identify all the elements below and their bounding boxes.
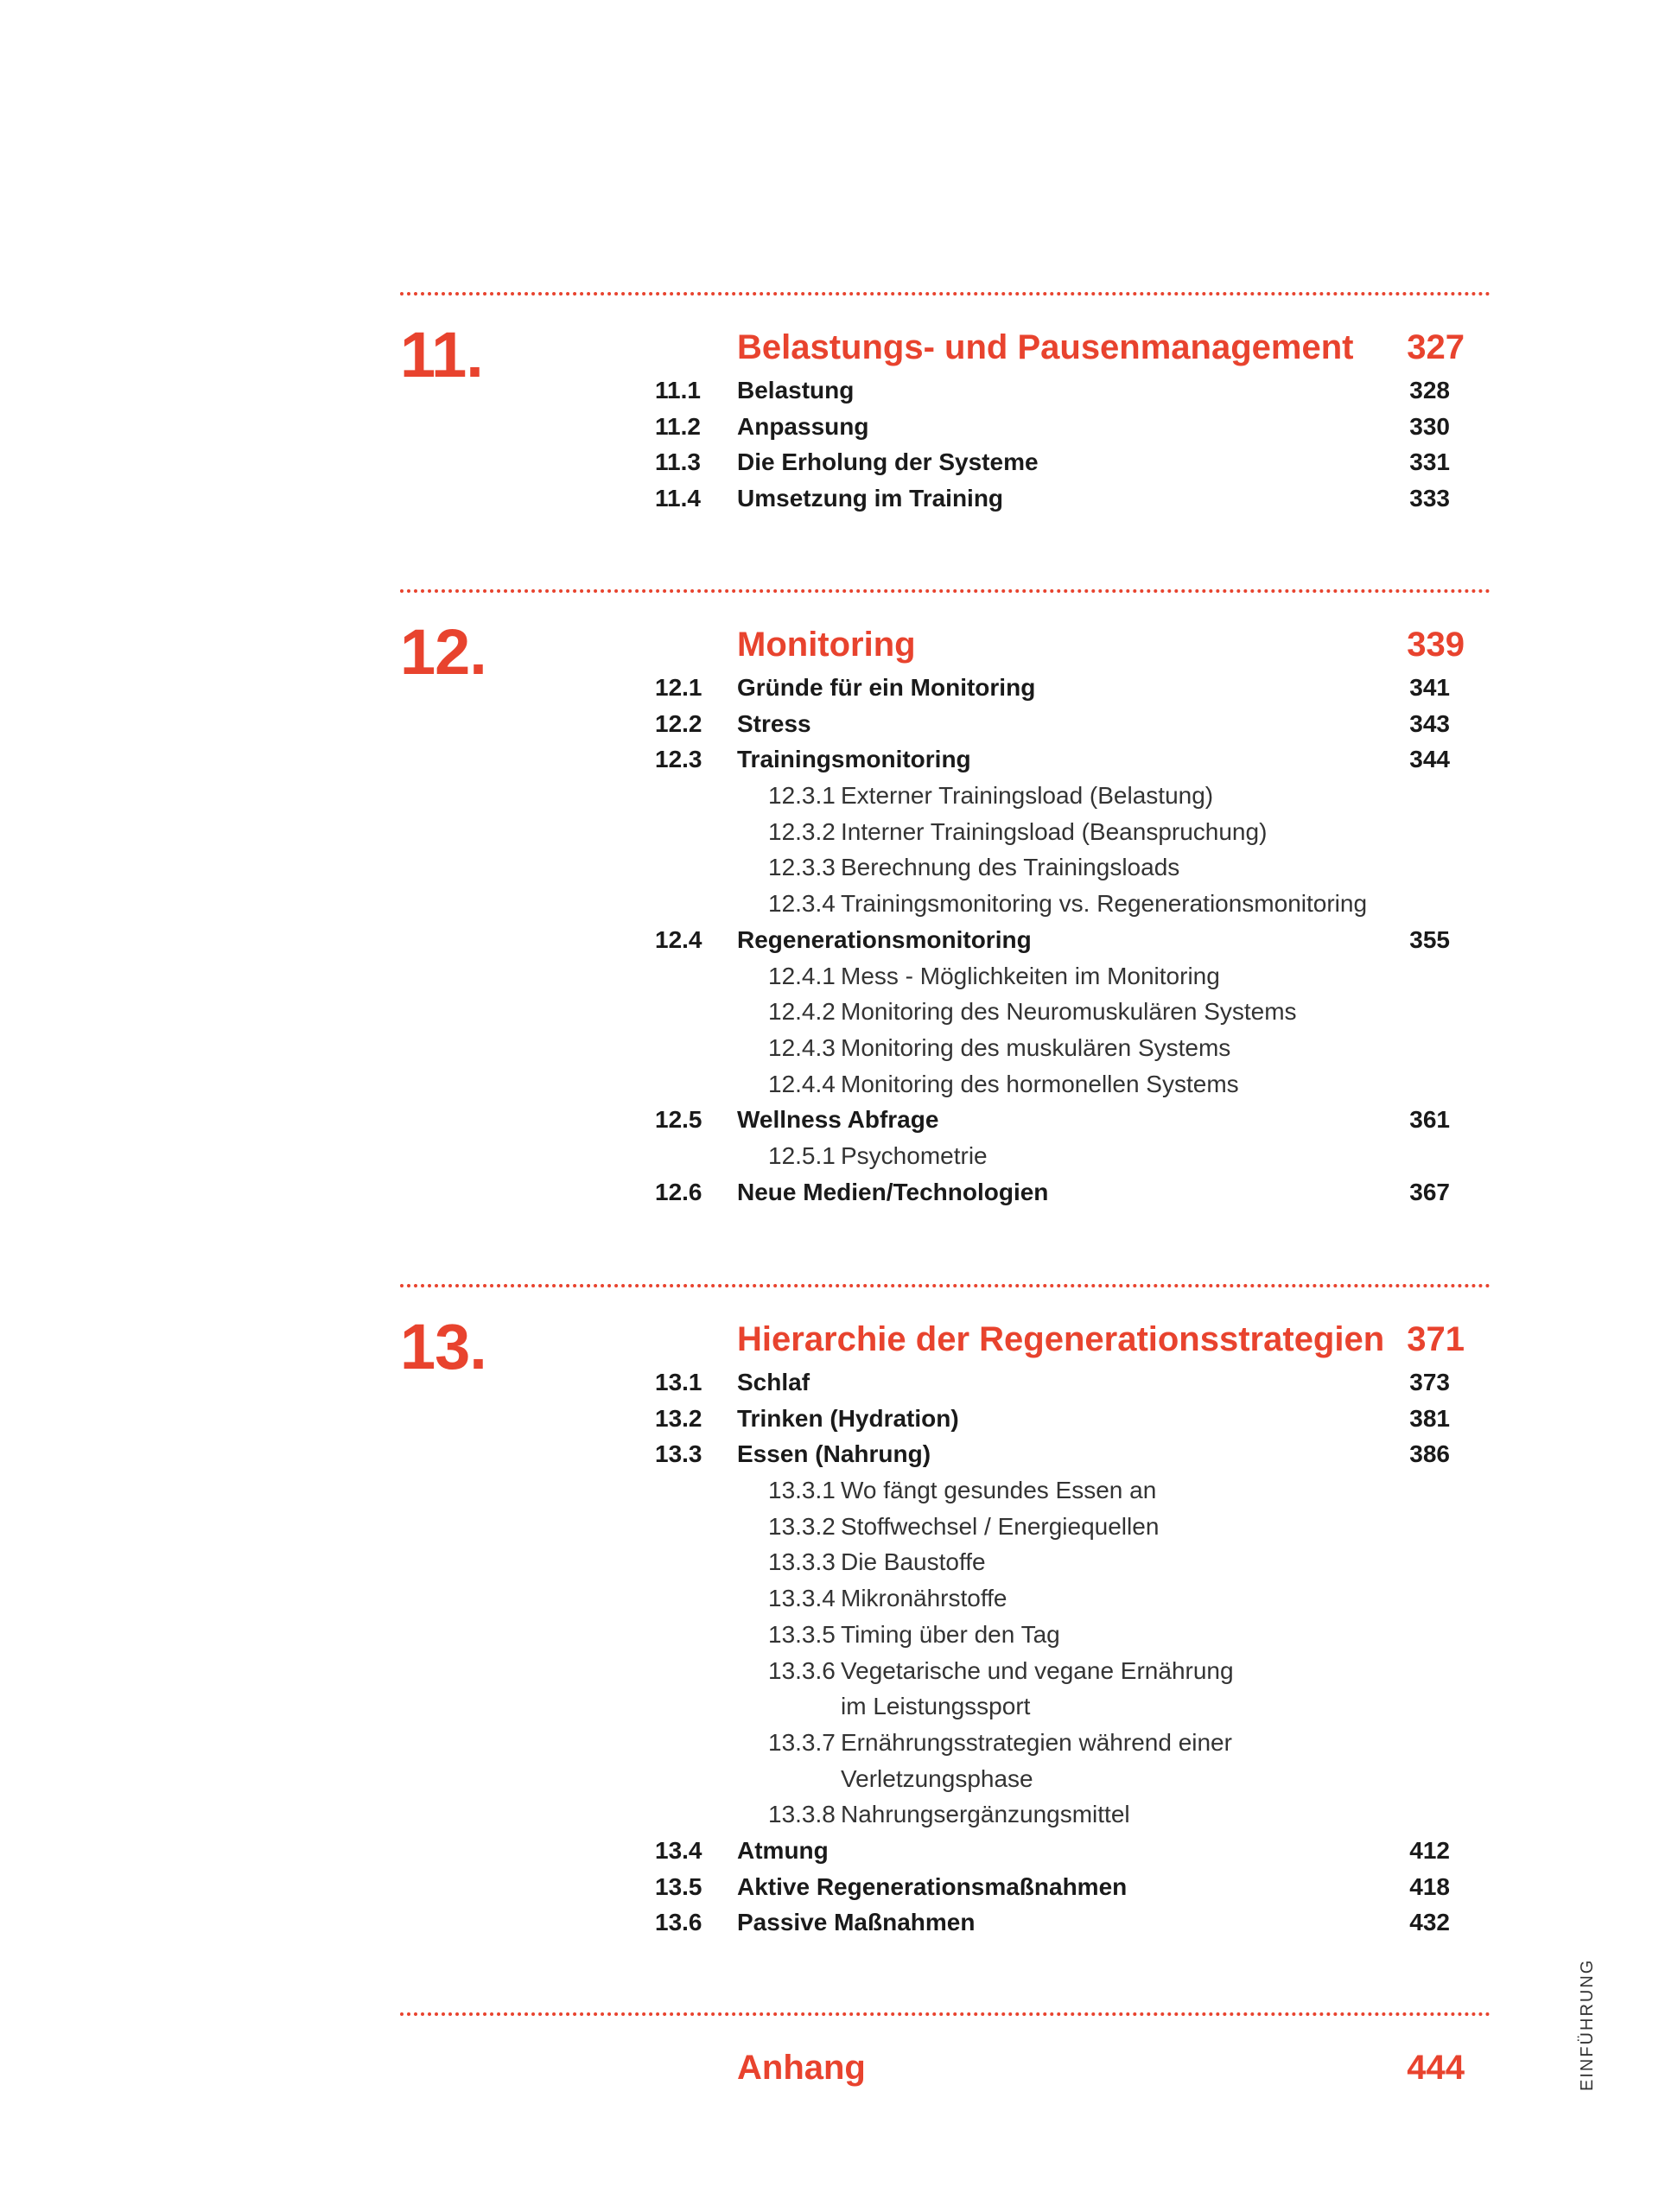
subsection (768, 818, 1267, 846)
subsection-title: Interner Trainingsload (Beanspruchung) (841, 817, 1268, 845)
subsection (768, 998, 1297, 1026)
subsection-number: 12.3.4 (768, 890, 836, 918)
subsection-number: 12.4.2 (768, 998, 836, 1026)
toc-subentry[interactable] (400, 854, 1491, 890)
section-title: Neue Medien/Technologien (737, 1178, 1049, 1205)
section-number: 11.2 (655, 412, 701, 440)
toc-entry[interactable] (400, 1179, 1491, 1215)
section-number: 12.4 (655, 925, 702, 953)
subsection (768, 1513, 1159, 1541)
toc-entry[interactable] (400, 1837, 1491, 1873)
toc-subentry[interactable] (400, 1071, 1491, 1107)
section-page: 432 (1409, 1909, 1450, 1936)
section-number: 13.4 (655, 1836, 702, 1864)
section-page: 418 (1409, 1872, 1450, 1900)
chapter-number: 12. (400, 616, 486, 688)
side-label: EINFÜHRUNG (1578, 1958, 1597, 2091)
subsection (768, 1034, 1230, 1062)
subsection-title: Mess - Möglichkeiten im Monitoring (841, 962, 1220, 989)
section-number: 13.6 (655, 1909, 702, 1936)
section-number: 13.5 (655, 1872, 702, 1900)
section-page: 328 (1409, 377, 1450, 404)
subsection (768, 1729, 1232, 1757)
chapter-divider (400, 292, 1491, 296)
section-page: 331 (1409, 448, 1450, 476)
toc-entry[interactable] (400, 710, 1491, 747)
chapter-divider (400, 1284, 1491, 1287)
toc-subentry[interactable] (400, 1729, 1491, 1765)
subsection-title: Stoffwechsel / Energiequellen (841, 1512, 1160, 1540)
subsection-title: Monitoring des muskulären Systems (841, 1033, 1231, 1061)
toc-entry[interactable] (400, 377, 1491, 413)
subsection (768, 963, 1220, 990)
toc-entry[interactable] (400, 1873, 1491, 1910)
subsection-title: Mikronährstoffe (841, 1585, 1007, 1612)
section-page: 373 (1409, 1369, 1450, 1395)
subsection-number: 13.3.6 (768, 1656, 836, 1684)
section-page: 333 (1409, 485, 1450, 512)
subsection-title: Externer Trainingsload (Belastung) (841, 782, 1214, 810)
section-number: 11.4 (655, 485, 701, 512)
toc-entry[interactable] (400, 448, 1491, 485)
section-title: Regenerationsmonitoring (737, 925, 1032, 953)
chapter-page: 371 (1407, 1320, 1465, 1358)
toc-entry[interactable] (400, 674, 1491, 710)
toc-subentry[interactable] (400, 1034, 1491, 1071)
section-number: 12.1 (655, 674, 702, 701)
chapter-items (400, 674, 1491, 1214)
subsection (768, 1548, 986, 1576)
section-number: 13.1 (655, 1369, 702, 1395)
toc-subentry[interactable] (400, 998, 1491, 1034)
subsection-title: Berechnung des Trainingsloads (841, 854, 1180, 881)
toc-subentry[interactable] (400, 963, 1491, 999)
toc-subentry[interactable] (400, 1657, 1491, 1694)
toc-subentry[interactable] (400, 782, 1491, 818)
section-title: Schlaf (737, 1369, 810, 1395)
section-page: 386 (1409, 1440, 1450, 1468)
subsection (768, 890, 1367, 918)
section-number: 11.1 (655, 377, 701, 404)
chapter-items (400, 377, 1491, 521)
toc-entry[interactable] (400, 1106, 1491, 1142)
section-title: Essen (Nahrung) (737, 1440, 931, 1468)
subsection (768, 1657, 1234, 1685)
toc-entry[interactable] (400, 1909, 1491, 1945)
subsection-title: Wo fängt gesundes Essen an (841, 1477, 1157, 1504)
subsection-number: 13.3.8 (768, 1801, 836, 1828)
subsection-number: 12.4.4 (768, 1070, 836, 1097)
section-title: Passive Maßnahmen (737, 1909, 976, 1936)
chapter-page: 339 (1407, 626, 1465, 664)
toc-entry[interactable] (400, 1440, 1491, 1477)
subsection-number: 13.3.7 (768, 1728, 836, 1756)
subsection-title: Vegetarische und vegane Ernährung (841, 1656, 1234, 1684)
section-number: 12.6 (655, 1178, 702, 1205)
section-page: 355 (1409, 925, 1450, 953)
section-number: 12.5 (655, 1106, 702, 1134)
toc-subentry[interactable] (400, 890, 1491, 926)
subsection-number: 13.3.3 (768, 1548, 836, 1576)
chapter-title: Belastungs- und Pausenmanagement (737, 328, 1354, 366)
subsection-title: Die Baustoffe (841, 1548, 986, 1576)
toc-subentry-continued (400, 1765, 1491, 1802)
subsection-number: 12.5.1 (768, 1141, 836, 1169)
toc-subentry[interactable] (400, 1621, 1491, 1657)
section-page: 343 (1409, 709, 1450, 737)
chapter-page: 444 (1407, 2049, 1465, 2087)
subsection-number: 12.3.2 (768, 817, 836, 845)
section-title: Atmung (737, 1836, 829, 1864)
toc-entry[interactable] (400, 926, 1491, 963)
toc-subentry[interactable] (400, 1801, 1491, 1837)
section-page: 361 (1409, 1106, 1450, 1134)
subsection-title: Timing über den Tag (841, 1620, 1060, 1648)
subsection-title: Ernährungsstrategien während einer (841, 1728, 1232, 1756)
toc-subentry[interactable] (400, 1548, 1491, 1585)
section-title: Umsetzung im Training (737, 485, 1004, 512)
section-title: Stress (737, 709, 811, 737)
subsection-title: Trainingsmonitoring vs. Regenerationsmonitoring (841, 890, 1368, 918)
section-number: 12.2 (655, 709, 702, 737)
toc-entry[interactable] (400, 1369, 1491, 1405)
section-page: 344 (1409, 746, 1450, 773)
subsection-number: 13.3.1 (768, 1477, 836, 1504)
toc-subentry[interactable] (400, 1142, 1491, 1179)
subsection-title: Psychometrie (841, 1141, 988, 1169)
subsection-number: 12.3.1 (768, 782, 836, 810)
section-title: Aktive Regenerationsmaßnahmen (737, 1872, 1128, 1900)
section-title: Wellness Abfrage (737, 1106, 939, 1134)
subsection-number: 13.3.4 (768, 1585, 836, 1612)
toc-subentry[interactable] (400, 818, 1491, 855)
toc-subentry-continued (400, 1693, 1491, 1729)
subsection (768, 854, 1179, 881)
chapter-heading[interactable] (737, 328, 1491, 373)
section-page: 341 (1409, 674, 1450, 701)
toc-subentry[interactable] (400, 1477, 1491, 1513)
subsection-title-continued: Verletzungsphase (841, 1764, 1033, 1792)
toc-entry[interactable] (400, 746, 1491, 782)
subsection-title: Nahrungsergänzungsmittel (841, 1801, 1130, 1828)
section-number: 13.2 (655, 1404, 702, 1432)
chapter-title: Monitoring (737, 626, 916, 664)
subsection (768, 1585, 1007, 1612)
section-title: Die Erholung der Systeme (737, 448, 1039, 476)
section-title: Belastung (737, 377, 855, 404)
section-number: 13.3 (655, 1440, 702, 1468)
subsection (768, 1621, 1060, 1649)
chapter-heading[interactable] (737, 2049, 1491, 2094)
section-number: 12.3 (655, 746, 702, 773)
section-title: Trinken (Hydration) (737, 1404, 959, 1432)
chapter-page: 327 (1407, 328, 1465, 366)
chapter-items (400, 1369, 1491, 1945)
toc-subentry[interactable] (400, 1585, 1491, 1621)
subsection-number: 13.3.2 (768, 1512, 836, 1540)
section-title: Gründe für ein Monitoring (737, 674, 1036, 701)
section-title: Anpassung (737, 412, 869, 440)
section-page: 412 (1409, 1836, 1450, 1864)
subsection-title: Monitoring des hormonellen Systems (841, 1070, 1239, 1097)
chapter-title: Hierarchie der Regenerationsstrategien (737, 1320, 1385, 1358)
section-page: 381 (1409, 1404, 1450, 1432)
subsection-number: 12.4.3 (768, 1033, 836, 1061)
subsection-number: 13.3.5 (768, 1620, 836, 1648)
chapter-title: Anhang (737, 2049, 866, 2087)
subsection-title-continued: im Leistungssport (841, 1693, 1031, 1720)
subsection (768, 1801, 1130, 1828)
toc-entry[interactable] (400, 485, 1491, 521)
section-page: 367 (1409, 1178, 1450, 1205)
toc-entry[interactable] (400, 413, 1491, 449)
subsection (768, 782, 1213, 810)
chapter-number: 11. (400, 319, 483, 391)
chapter-heading[interactable] (737, 1320, 1491, 1365)
section-title: Trainingsmonitoring (737, 746, 971, 773)
subsection-number: 12.3.3 (768, 854, 836, 881)
section-number: 11.3 (655, 448, 701, 476)
subsection (768, 1142, 988, 1170)
toc-subentry[interactable] (400, 1513, 1491, 1549)
chapter-divider (400, 2012, 1491, 2016)
section-page: 330 (1409, 412, 1450, 440)
chapter-heading[interactable] (737, 626, 1491, 671)
chapter-divider (400, 589, 1491, 593)
subsection (768, 1477, 1156, 1504)
subsection (768, 1071, 1239, 1098)
subsection-title: Monitoring des Neuromuskulären Systems (841, 998, 1297, 1026)
toc-entry[interactable] (400, 1405, 1491, 1441)
subsection-number: 12.4.1 (768, 962, 836, 989)
chapter-number: 13. (400, 1311, 486, 1382)
